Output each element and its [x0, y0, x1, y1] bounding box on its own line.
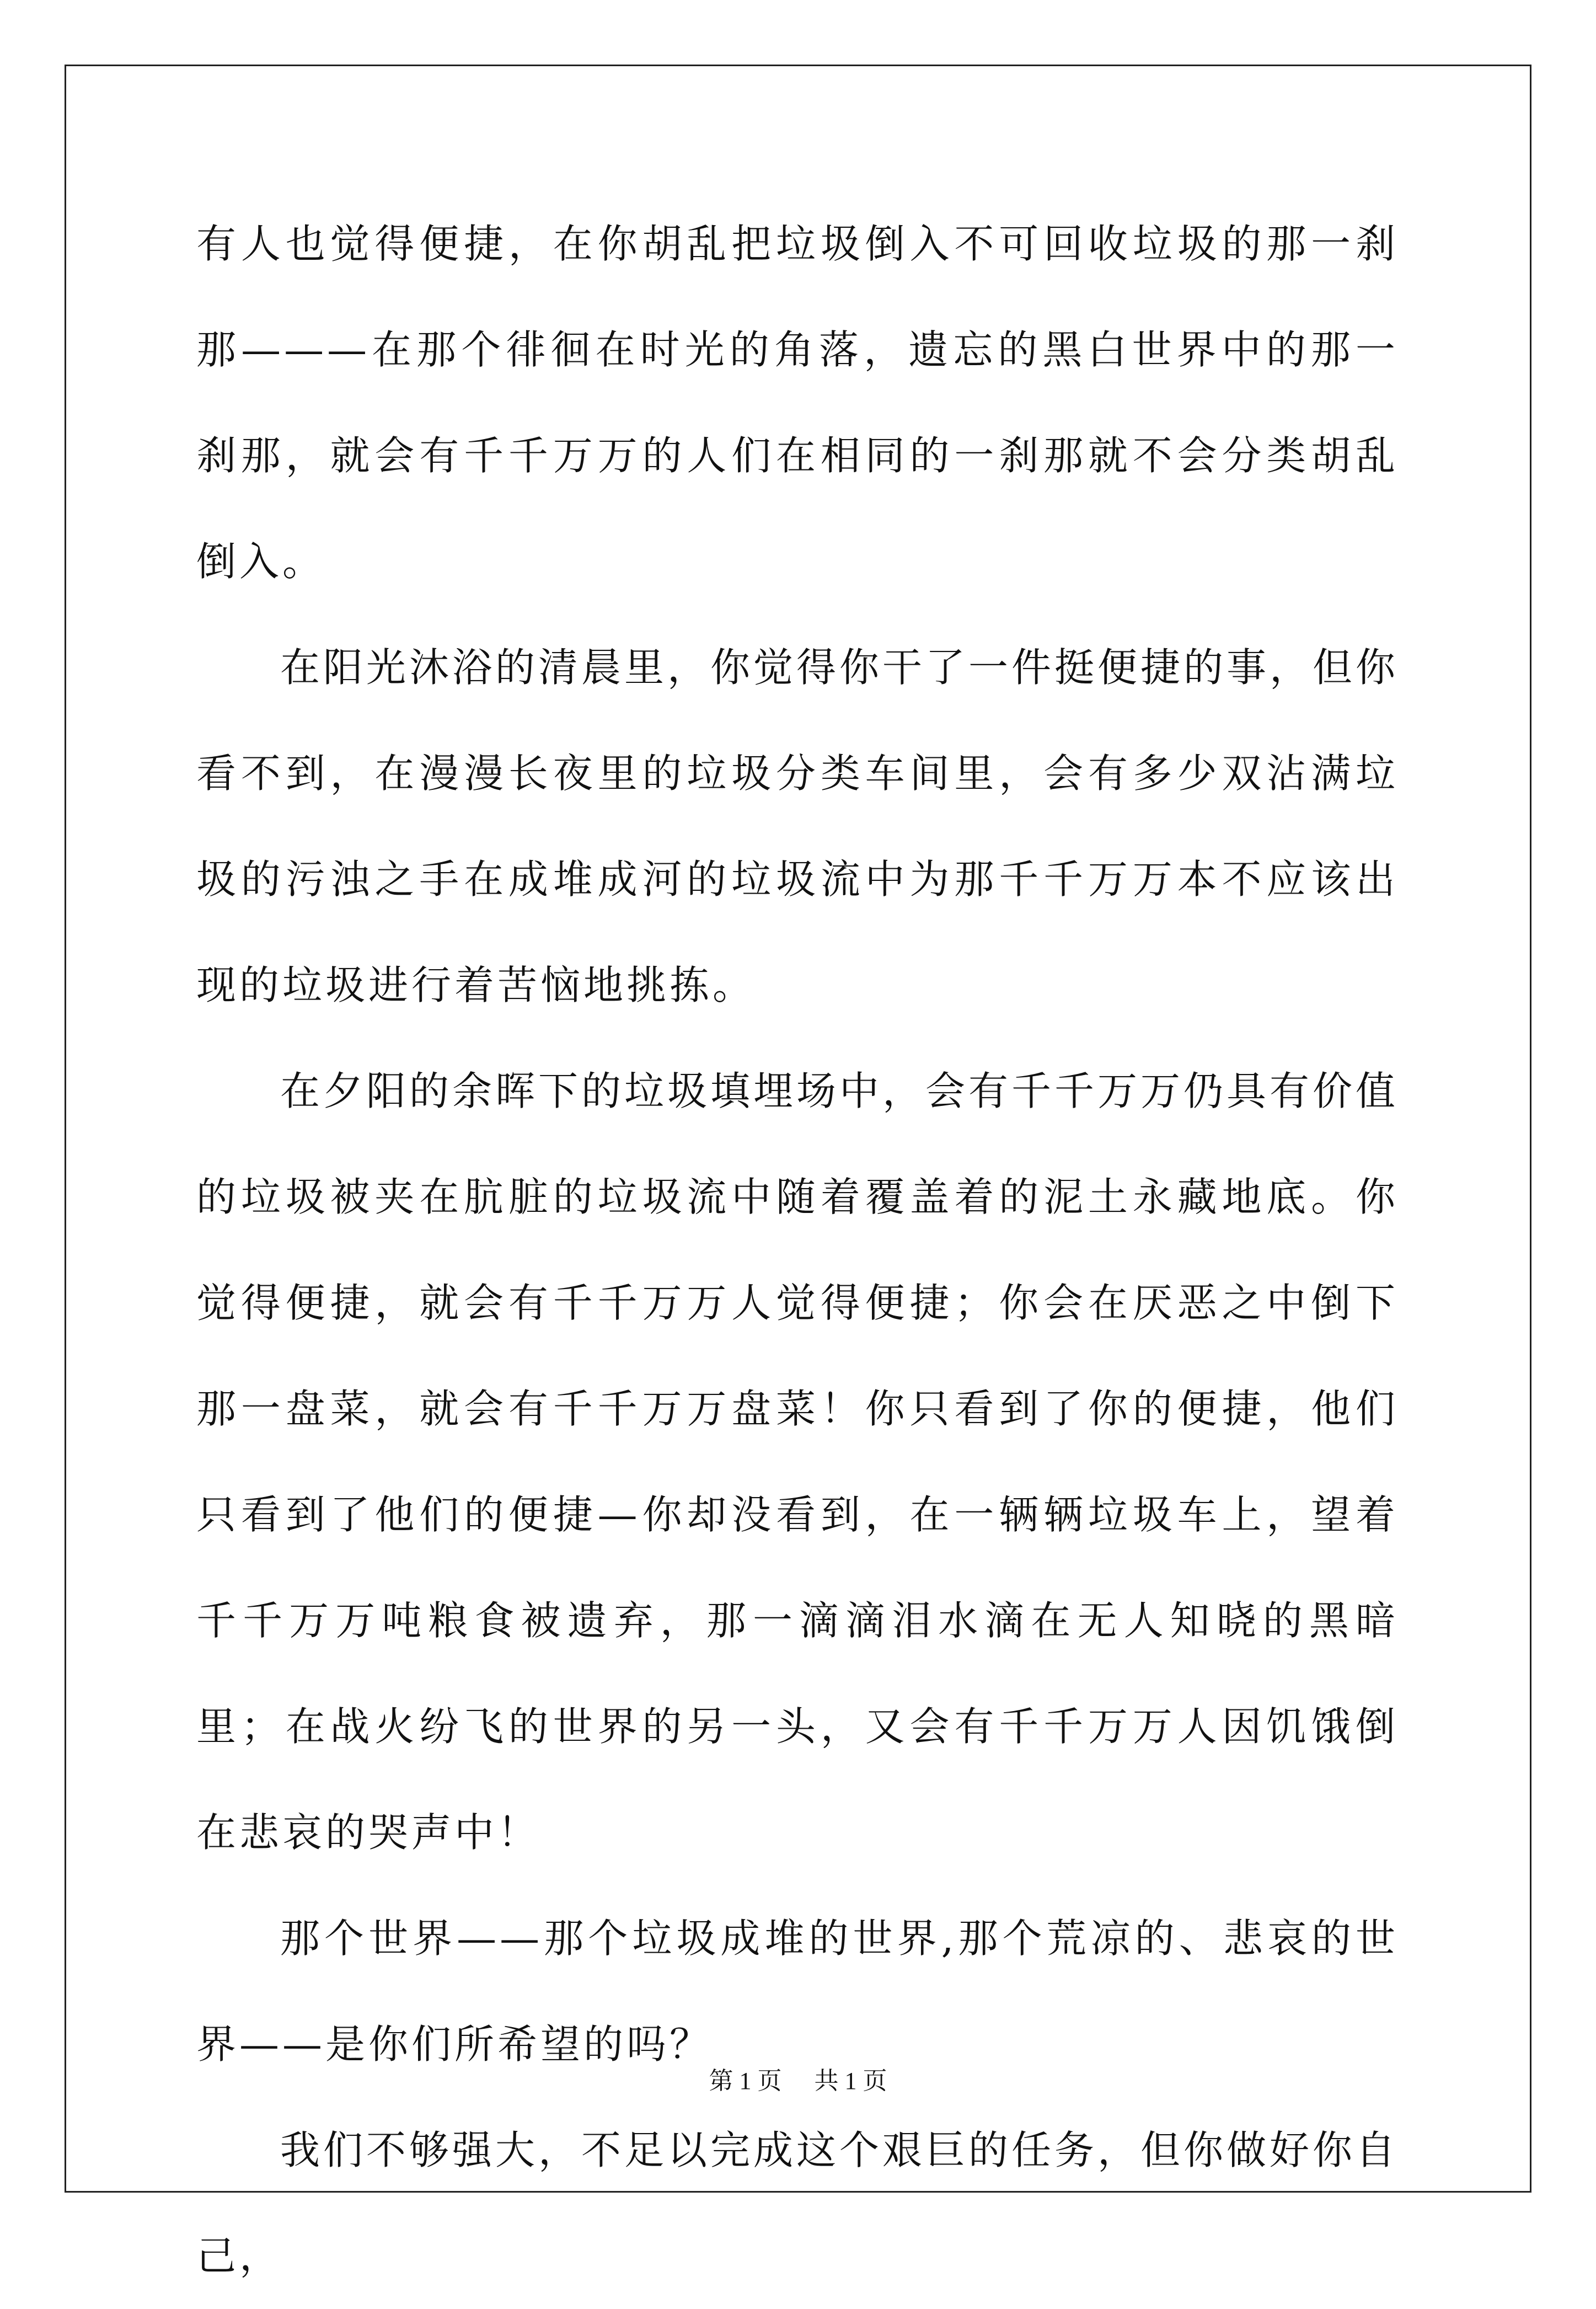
document-body: [196, 191, 1399, 2309]
page-number: 第 1 页: [709, 2067, 782, 2094]
paragraph-3: 在夕阳的余晖下的垃圾填埋场中，会有千千万万仍具有价值的垃圾被夹在肮脏的垃圾流中随着覆盖着的泥土永藏地底。你觉得便捷，就会有千千万万人觉得便捷；你会在厌恶之中倒下那一盘菜，就会有千千万万盘菜！你只看到了你的便捷，他们只看到了他们的便捷—你却没看到，在一辆辆垃圾车上，望着千千万万吨粮食被遗弃，那一滴滴泪水滴在无人知晓的黑暗里；在战火纷飞的世界的另一头，又会有千千万万人因饥饿倒在悲哀的哭声中！: [196, 1068, 1399, 1856]
paragraph-2: 在阳光沐浴的清晨里，你觉得你干了一件挺便捷的事，但你看不到，在漫漫长夜里的垃圾分类车间里，会有多少双沾满垃圾的污浊之手在成堆成河的垃圾流中为那千千万万本不应该出现的垃圾进行着苦恼地挑拣。: [196, 644, 1399, 1008]
paragraph-4: 那个世界——那个垃圾成堆的世界,那个荒凉的、悲哀的世界——是你们所希望的吗？: [196, 1915, 1399, 2067]
page-total: 共 1 页: [814, 2067, 887, 2094]
page-footer: [0, 2061, 1596, 2096]
paragraph-5: 我们不够强大，不足以完成这个艰巨的任务，但你做好你自己，: [196, 2127, 1399, 2279]
paragraph-1: 有人也觉得便捷，在你胡乱把垃圾倒入不可回收垃圾的那一刹那———在那个徘徊在时光的角落，遗忘的黑白世界中的那一刹那，就会有千千万万的人们在相同的一刹那就不会分类胡乱倒入。: [196, 221, 1399, 585]
